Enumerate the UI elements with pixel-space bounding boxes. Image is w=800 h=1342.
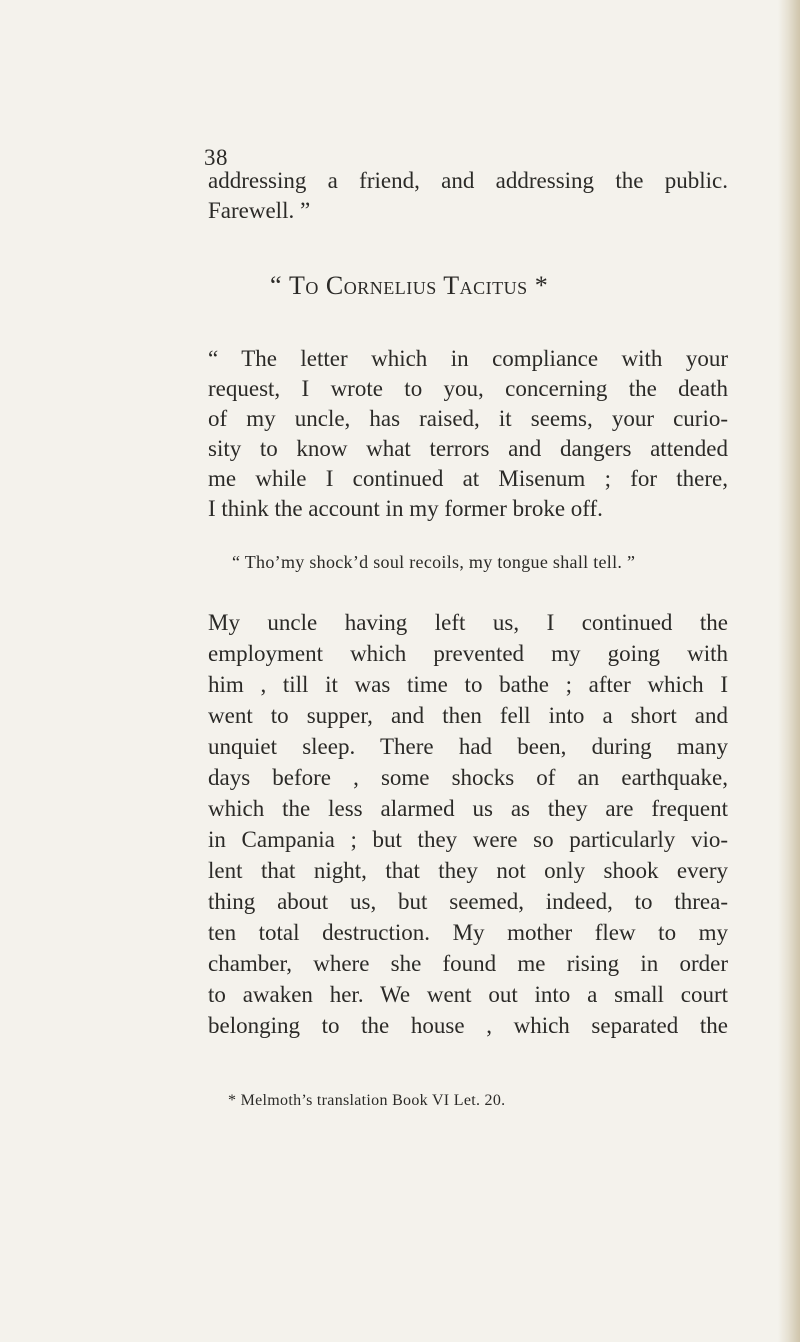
paragraph1-line-1: “ The letter which in compliance with your <box>208 346 728 371</box>
paragraph1-line-2: request, I wrote to you, concerning the death <box>208 376 728 401</box>
paragraph1-line-5: me while I continued at Misenum ; for there, <box>208 466 728 491</box>
page-edge-shadow <box>778 0 800 1342</box>
paragraph2-line-6: days before , some shocks of an earthquake, <box>208 765 728 790</box>
continuation-line-1: addressing a friend, and addressing the public. <box>208 168 728 193</box>
paragraph1-line-3: of my uncle, has raised, it seems, your curio- <box>208 406 728 431</box>
paragraph2-line-11: ten total destruction. My mother flew to my <box>208 920 728 945</box>
verse-quotation: “ Tho’my shock’d soul recoils, my tongue shall tell. ” <box>232 552 636 572</box>
paragraph2-line-10: thing about us, but seemed, indeed, to threa- <box>208 889 728 914</box>
paragraph2-line-14: belonging to the house , which separated the <box>208 1013 728 1038</box>
continuation-line-2: Farewell. ” <box>208 198 311 223</box>
paragraph2-line-3: him , till it was time to bathe ; after which I <box>208 672 728 697</box>
paragraph2-line-4: went to supper, and then fell into a short and <box>208 703 728 728</box>
paragraph2-line-9: lent that night, that they not only shook every <box>208 858 728 883</box>
paragraph2-line-2: employment which prevented my going with <box>208 641 728 666</box>
paragraph2-line-12: chamber, where she found me rising in order <box>208 951 728 976</box>
heading-title: To Cornelius Tacitus <box>289 271 528 300</box>
paragraph2-line-7: which the less alarmed us as they are frequent <box>208 796 728 821</box>
letter-heading <box>270 271 548 301</box>
page-number: 38 <box>204 145 228 170</box>
paragraph2-line-13: to awaken her. We went out into a small court <box>208 982 728 1007</box>
heading-open-quote: “ <box>270 271 290 300</box>
paragraph2-line-1: My uncle having left us, I continued the <box>208 610 728 635</box>
footnote-marker: * <box>527 271 549 300</box>
paragraph1-line-6: I think the account in my former broke off. <box>208 496 603 521</box>
footnote: * Melmoth’s translation Book VI Let. 20. <box>228 1092 506 1109</box>
paragraph2-line-8: in Campania ; but they were so particularly vio- <box>208 827 728 852</box>
paragraph2-line-5: unquiet sleep. There had been, during many <box>208 734 728 759</box>
paragraph1-line-4: sity to know what terrors and dangers attended <box>208 436 728 461</box>
